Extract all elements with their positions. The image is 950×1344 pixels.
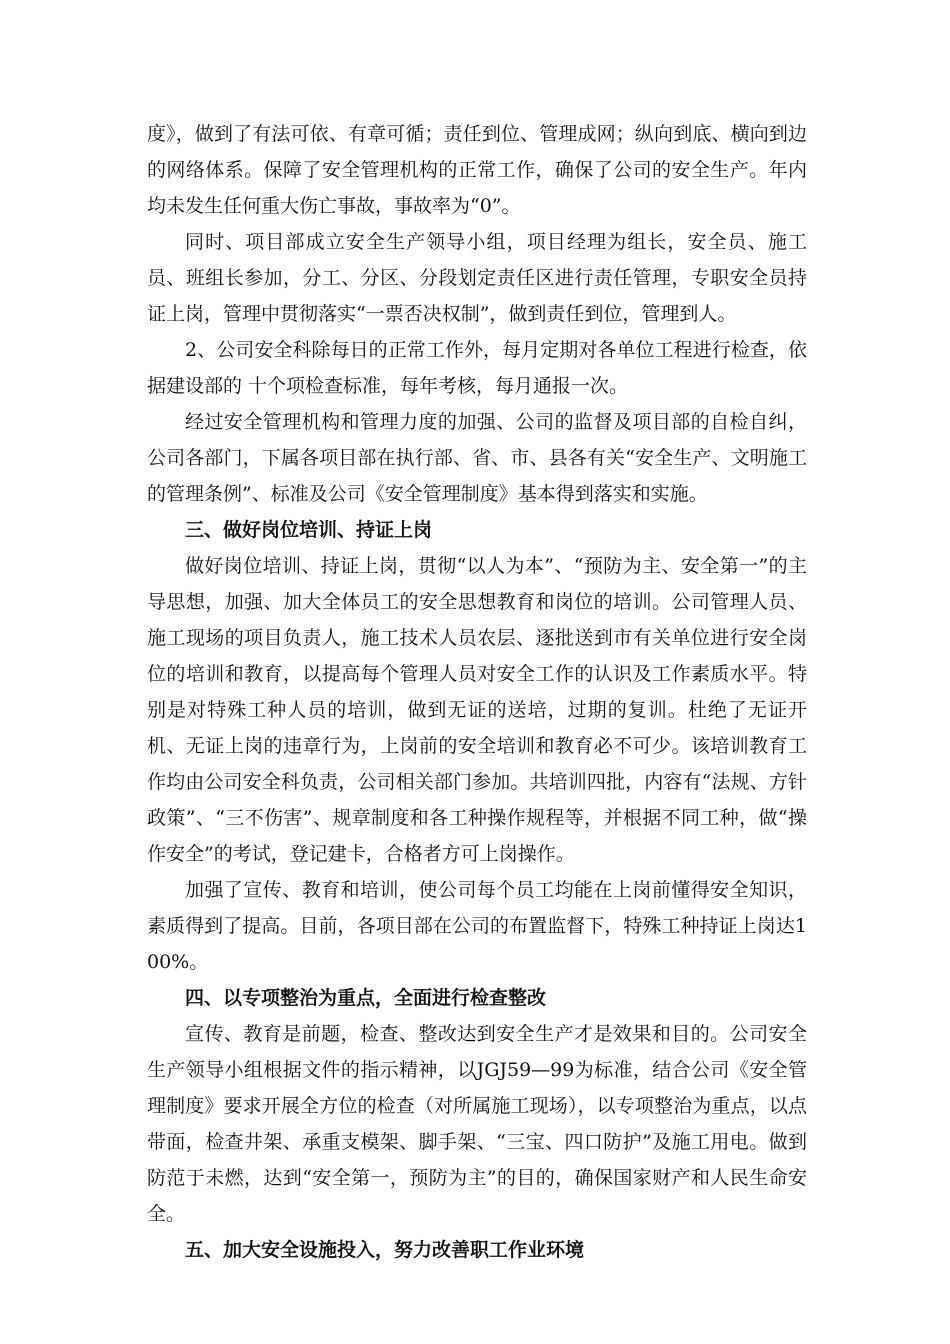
paragraph-6: 加强了宣传、教育和培训，使公司每个员工均能在上岗前懂得安全知识，素质得到了提高。目前，各项目部在公司的布置监督下，特殊工种持证上岗达100%。 [147, 879, 807, 973]
paragraph-7: 宣传、教育是前题，检查、整改达到安全生产才是效果和目的。公司安全生产领导小组根据文件的指示精神，以JGJ59—99为标准，结合公司《安全管理制度》要求开展全方位的检查（对所属施工现场），以专项整治为重点，以点带面，检查井架、承重支模架、脚手架、“三宝、四口防护”及施工用电。做到防范于未燃，达到“安全第一，预防为主”的目的，确保国家财产和人民生命安全。 [147, 1023, 807, 1225]
paragraph-1: 度》，做到了有法可依、有章可循；责任到位、管理成网；纵向到底、横向到边的网络体系。保障了安全管理机构的正常工作，确保了公司的安全生产。年内均未发生任何重大伤亡事故，事故率为“0”。 [147, 123, 807, 217]
section-heading-5: 五、加大安全设施投入，努力改善职工作业环境 [185, 1239, 585, 1261]
section-heading-3: 三、做好岗位培训、持证上岗 [185, 519, 433, 541]
paragraph-3: 2、公司安全科除每日的正常工作外，每月定期对各单位工程进行检查，依据建设部的 十个项检查标准，每年考核，每月通报一次。 [147, 339, 807, 397]
paragraph-4: 经过安全管理机构和管理力度的加强、公司的监督及项目部的自检自纠，公司各部门，下属各项目部在执行部、省、市、县各有关“安全生产、文明施工的管理条例”、标准及公司《安全管理制度》基本得到落实和实施。 [147, 411, 807, 505]
paragraph-5: 做好岗位培训、持证上岗，贯彻“以人为本”、“预防为主、安全第一”的主导思想，加强、加大全体员工的安全思想教育和岗位的培训。公司管理人员、施工现场的项目负责人，施工技术人员农层、逐批送到市有关单位进行安全岗位的培训和教育，以提高每个管理人员对安全工作的认识及工作素质水平。特别是对特殊工种人员的培训，做到无证的送培，过期的复训。杜绝了无证开机、无证上岗的违章行为，上岗前的安全培训和教育必不可少。该培训教育工作均由公司安全科负责，公司相关部门参加。共培训四批，内容有“法规、方针政策”、“三不伤害”、规章制度和各工种操作规程等，并根据不同工种，做“操作安全”的考试，登记建卡，合格者方可上岗操作。 [147, 555, 807, 865]
section-heading-4: 四、以专项整治为重点，全面进行检查整改 [185, 987, 547, 1009]
paragraph-2: 同时、项目部成立安全生产领导小组，项目经理为组长，安全员、施工员、班组长参加，分工、分区、分段划定责任区进行责任管理，专职安全员持证上岗，管理中贯彻落实“一票否决权制”，做到责任到位，管理到人。 [147, 231, 807, 325]
